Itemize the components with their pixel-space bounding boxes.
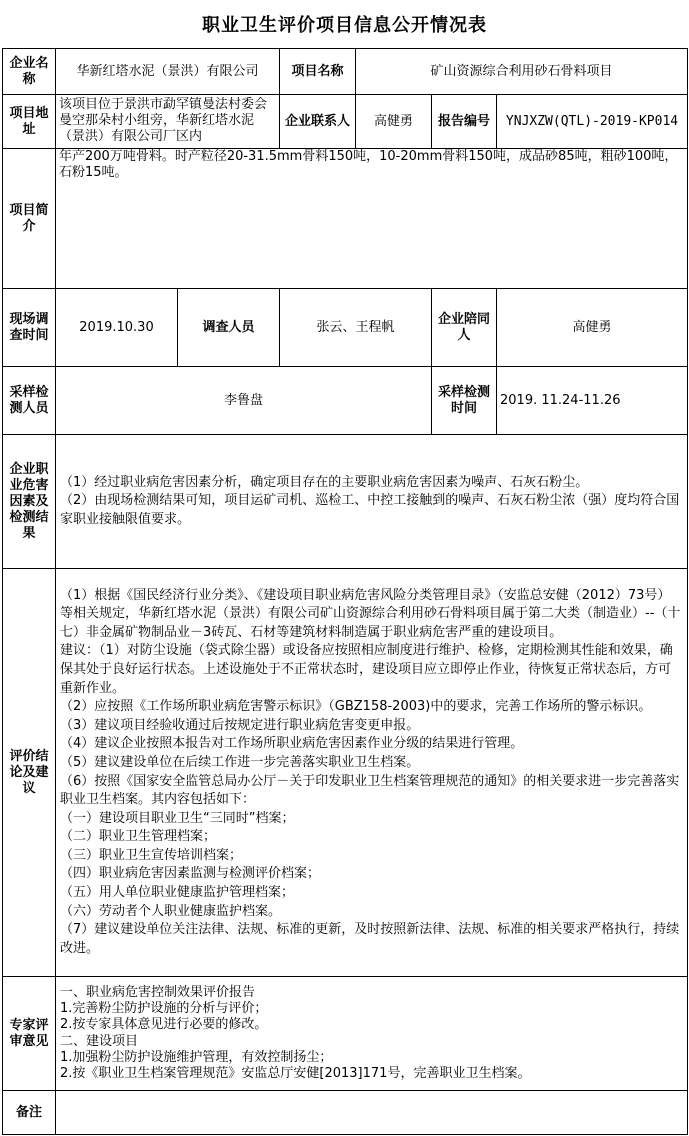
project-name-label: 项目名称 — [280, 49, 356, 95]
company-companion-label: 企业陪同人 — [432, 289, 497, 367]
expert-opinion-text — [56, 977, 688, 1091]
sampling-personnel-value: 李鲁盘 — [56, 367, 432, 435]
evaluation-paragraph: （3）建议项目经验收通过后按规定进行职业病危害变更申报。 — [60, 717, 420, 733]
row-company — [3, 49, 688, 95]
row-evaluation — [3, 569, 688, 977]
info-table — [2, 48, 688, 1135]
evaluation-paragraph: （2）应按照《工作场所职业病危害警示标识》（GBZ158-2003)中的要求，完善工作场所的警示标识。 — [60, 699, 652, 715]
expert-paragraph: 2.按专家具体意见进行必要的修改。 — [60, 1017, 268, 1033]
project-address-label: 项目地址 — [3, 95, 56, 149]
sampling-time-value: 2019. 11.24-11.26 — [497, 367, 688, 435]
evaluation-paragraph: （二）职业卫生管理档案； — [60, 829, 217, 845]
sampling-time-label: 采样检测时间 — [432, 367, 497, 435]
evaluation-paragraph: 建议：（1）对防尘设施（袋式除尘器）或设备应按照相应制度进行维护、检修，定期检测其性能和效果，确保其处于良好运行状态。上述设施处于不正常状态时，建设项目应立即停止作业，待恢复正常状态后，方可重新作业。 — [60, 643, 673, 696]
hazard-results-label: 企业职业危害因素及检测结果 — [3, 435, 56, 569]
surveyors-value: 张云、王程帆 — [280, 289, 432, 367]
evaluation-text — [56, 569, 688, 977]
expert-paragraph: 2.按《职业卫生档案管理规范》安监总厅安健[2013]171号，完善职业卫生档案。 — [60, 1065, 531, 1081]
hazard-paragraph: （1）经过职业病危害因素分析，确定项目存在的主要职业病危害因素为噪声、石灰石粉尘。 — [60, 474, 589, 490]
remarks-label: 备注 — [3, 1091, 56, 1135]
expert-paragraph: 1.完善粉尘防护设施的分析与评价； — [60, 1001, 268, 1017]
row-remarks — [3, 1091, 688, 1135]
hazard-results-text — [56, 435, 688, 569]
evaluation-paragraph: （四）职业病危害因素监测与检测评价档案； — [60, 866, 321, 882]
report-no-value: YNJXZW(QTL)-2019-KP014 — [497, 95, 688, 149]
row-sampling — [3, 367, 688, 435]
evaluation-paragraph: （7）建议建设单位关注法律、法规、标准的更新，及时按照新法律、法规、标准的相关要求严格执行，持续改进。 — [60, 922, 680, 956]
report-no-label: 报告编号 — [432, 95, 497, 149]
company-contact-value: 高健勇 — [356, 95, 432, 149]
company-contact-label: 企业联系人 — [280, 95, 356, 149]
evaluation-label: 评价结论及建议 — [3, 569, 56, 977]
row-expert — [3, 977, 688, 1091]
expert-opinion-label: 专家评审意见 — [3, 977, 56, 1091]
evaluation-paragraph: （4）建议企业按照本报告对工作场所职业病危害因素作业分级的结果进行管理。 — [60, 736, 524, 752]
evaluation-paragraph: （五）用人单位职业健康监护管理档案； — [60, 885, 295, 901]
survey-time-label: 现场调查时间 — [3, 289, 56, 367]
company-companion-value: 高健勇 — [497, 289, 688, 367]
expert-paragraph: 一、职业病危害控制效果评价报告 — [60, 984, 256, 1000]
row-hazard — [3, 435, 688, 569]
survey-time-value: 2019.10.30 — [56, 289, 178, 367]
evaluation-paragraph: （六）劳动者个人职业健康监护档案。 — [60, 903, 282, 919]
company-name-label: 企业名称 — [3, 49, 56, 95]
row-address — [3, 95, 688, 149]
expert-paragraph: 1.加强粉尘防护设施维护管理，有效控制扬尘； — [60, 1049, 333, 1065]
expert-paragraph: 二、建设项目 — [60, 1033, 139, 1049]
project-name-value: 矿山资源综合利用砂石骨料项目 — [356, 49, 688, 95]
evaluation-paragraph: （1）根据《国民经济行业分类》、《建设项目职业病危害风险分类管理目录》（安监总安健（2012）73号）等相关规定，华新红塔水泥（景洪）有限公司矿山资源综合利用砂石骨料项目属于第二大类（制造业）--（十七）非金属矿物制品业－3砖瓦、石材等建筑材料制造属于职业病危害严重的建设项目。 — [60, 587, 681, 640]
evaluation-paragraph: （一）建设项目职业卫生“三同时”档案； — [60, 810, 295, 826]
evaluation-paragraph: （5）建议建设单位在后续工作进一步完善落实职业卫生档案。 — [60, 754, 420, 770]
sampling-personnel-label: 采样检测人员 — [3, 367, 56, 435]
evaluation-paragraph: （6）按照《国家安全监管总局办公厅－关于印发职业卫生档案管理规范的通知》的相关要求进一步完善落实职业卫生档案。其内容包括如下： — [60, 773, 680, 808]
page-title: 职业卫生评价项目信息公开情况表 — [202, 15, 487, 36]
row-survey — [3, 289, 688, 367]
project-address-value: 该项目位于景洪市勐罕镇曼法村委会曼空那朵村小组旁，华新红塔水泥（景洪）有限公司厂区内 — [59, 96, 268, 144]
surveyors-label: 调查人员 — [178, 289, 280, 367]
company-name-value: 华新红塔水泥（景洪）有限公司 — [56, 49, 280, 95]
remarks-value — [56, 1091, 688, 1135]
project-intro-label: 项目简介 — [3, 149, 56, 289]
row-intro — [3, 149, 688, 289]
evaluation-paragraph: （三）职业卫生宣传培训档案； — [60, 847, 243, 863]
hazard-paragraph: （2）由现场检测结果可知，项目运矿司机、巡检工、中控工接触到的噪声、石灰石粉尘浓（强）度均符合国家职业接触限值要求。 — [60, 493, 680, 527]
project-intro-value: 年产200万吨骨料。时产粒径20-31.5mm骨料150吨，10-20mm骨料150吨，成品砂85吨，粗砂100吨，石粉15吨。 — [56, 149, 688, 289]
